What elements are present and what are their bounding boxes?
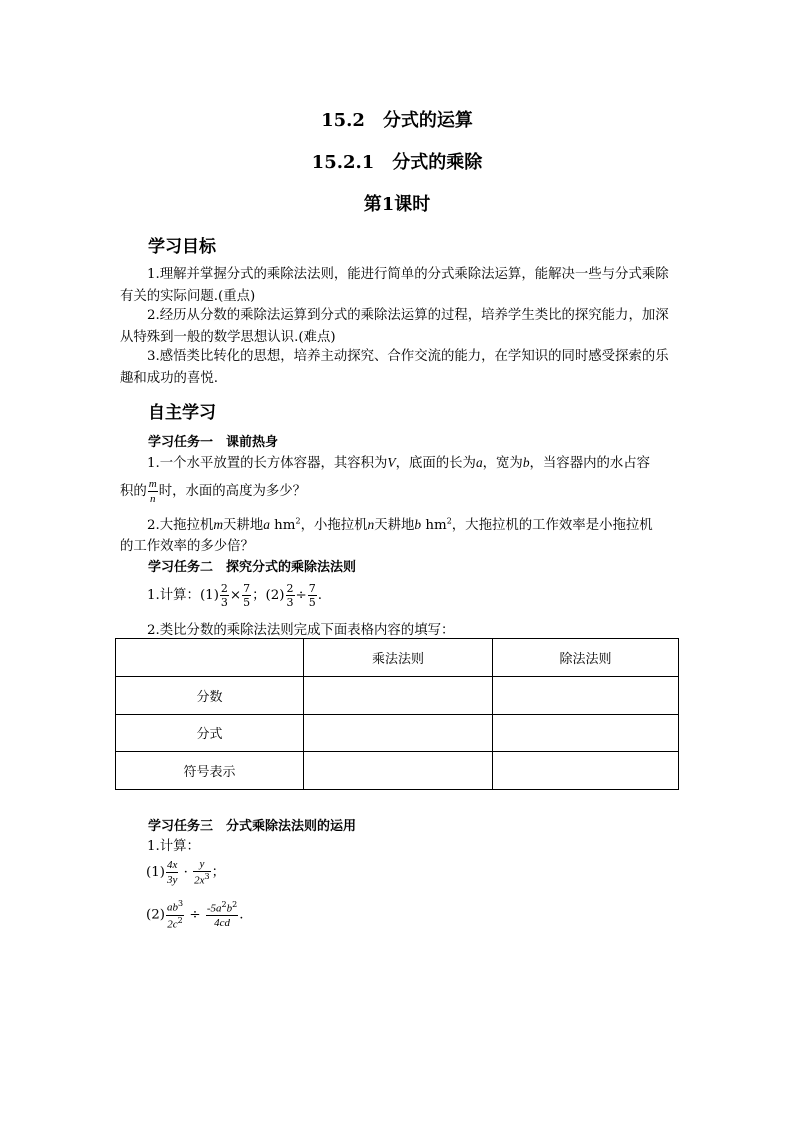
table-cell[interactable] — [304, 752, 493, 790]
self-study-heading: 自主学习 — [148, 403, 216, 423]
table-row-label: 分数 — [116, 676, 304, 714]
table-row — [116, 676, 679, 714]
table-cell[interactable] — [304, 676, 493, 714]
objective-item-3: 3.感悟类比转化的思想，培养主动探究、合作交流的能力，在学知识的同时感受探索的乐趣和成功的喜悦. — [120, 349, 669, 386]
table-header-row — [116, 639, 679, 677]
task1-heading: 学习任务一 课前热身 — [148, 435, 279, 450]
task2-table-intro: 2.类比分数的乘除法法则完成下面表格内容的填写： — [147, 623, 455, 638]
table-row — [116, 714, 679, 752]
task3-problem-2: (2) $\frac{ab^3}{2c^2}$ ÷ $\frac{-5a^2b^2}{4cd}$ . — [146, 899, 244, 931]
objective-item-2: 2.经历从分数的乘除法运算到分式的乘除法运算的过程，培养学生类比的探究能力，加深从特殊到一般的数学思想认识.(难点) — [120, 308, 669, 345]
fraction-m-over-n: $\frac{m}{n}$ — [148, 478, 157, 505]
task3-calc-label: 1.计算： — [147, 839, 200, 854]
task1-question-1: 1.一个水平放置的长方体容器，其容积为V，底面的长为a，宽为b，当容器内的水占容 — [147, 455, 651, 471]
section-title: 15.2 分式的运算 — [321, 110, 473, 131]
task1-question-2: 2.大拖拉机m天耕地a $hm^2$，小拖拉机n天耕地b $hm^2$，大拖拉机的工作效率是小拖拉机 — [147, 516, 653, 533]
table-header-cell — [116, 639, 304, 677]
task1-question-1-cont: 积的 $\frac{m}{n}$ 时，水面的高度为多少？ — [120, 478, 307, 505]
table-cell[interactable] — [493, 714, 679, 752]
table-header-cell: 乘法法则 — [304, 639, 493, 677]
table-cell[interactable] — [304, 714, 493, 752]
table-row — [116, 752, 679, 790]
table-cell[interactable] — [493, 752, 679, 790]
comparison-table — [115, 638, 679, 790]
subsection-title: 15.2.1 分式的乘除 — [311, 152, 483, 173]
table-row-label: 分式 — [116, 714, 304, 752]
task2-calc: 1.计算：(1) $\frac{2}{3}$ × $\frac{7}{5}$ ；(2) $\frac{2}{3}$ ÷ $\frac{7}{5}$ . — [147, 582, 323, 609]
table-row-label: 符号表示 — [116, 752, 304, 790]
lesson-title: 第1课时 — [363, 194, 431, 215]
task2-heading: 学习任务二 探究分式的乘除法法则 — [148, 560, 357, 575]
task1-question-2-cont: 的工作效率的多少倍？ — [120, 539, 254, 554]
table-cell[interactable] — [493, 676, 679, 714]
task3-heading: 学习任务三 分式乘除法法则的运用 — [148, 819, 357, 834]
objective-item-1: 1.理解并掌握分式的乘除法法则，能进行简单的分式乘除法运算，能解决一些与分式乘除有关的实际问题.(重点) — [120, 267, 669, 304]
objectives-heading: 学习目标 — [148, 237, 216, 257]
table-header-cell: 除法法则 — [493, 639, 679, 677]
task3-problem-1: (1) $\frac{4x}{3y}$ · $\frac{y}{2x^3}$ ； — [146, 858, 226, 887]
